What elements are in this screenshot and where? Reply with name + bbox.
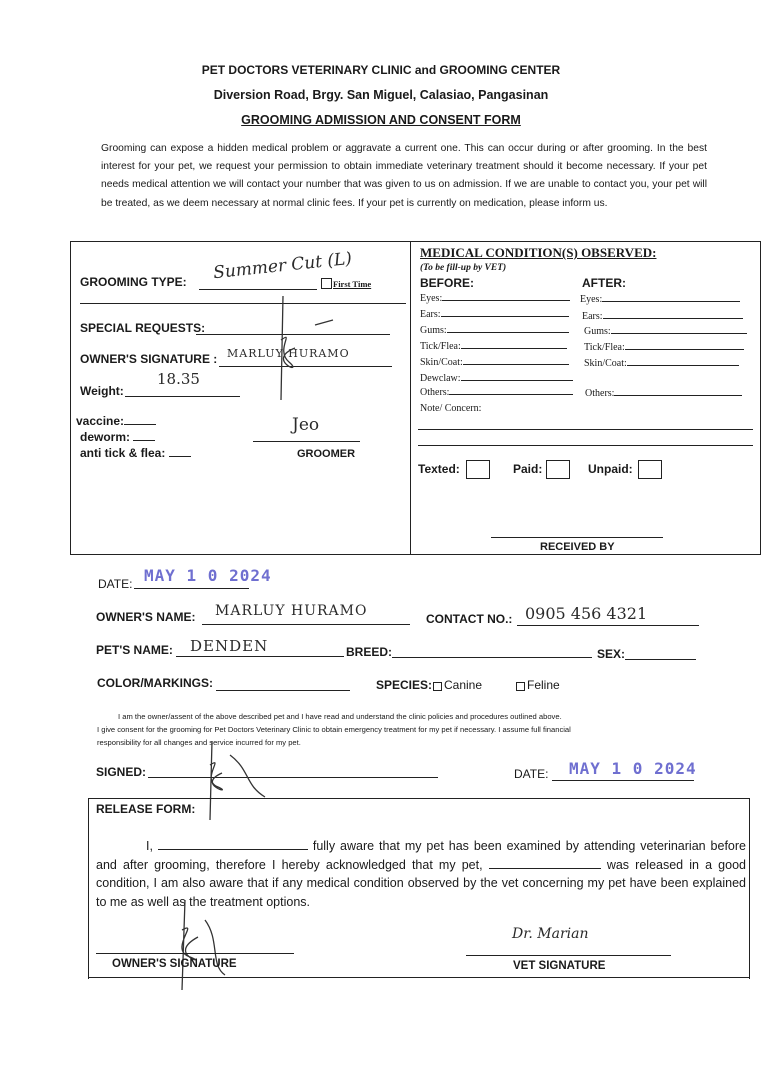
after-gums: Gums: — [584, 326, 747, 337]
pet-name-line — [176, 656, 344, 657]
date-stamp: MAY 1 0 2024 — [144, 566, 272, 585]
consent-line-1: I am the owner/assent of the above described pet and I have read and understand the clinic policies and procedures outlined above. — [118, 712, 562, 721]
pet-name-value[interactable]: DENDEN — [190, 637, 269, 655]
before-gums: Gums: — [420, 325, 569, 336]
weight-value[interactable]: 18.35 — [157, 370, 200, 388]
vet-sig-line — [466, 955, 671, 956]
contact-value[interactable]: 0905 456 4321 — [525, 604, 648, 623]
before-label: BEFORE: — [420, 276, 474, 290]
texted-checkbox[interactable] — [466, 460, 490, 479]
first-time-label: First Time — [333, 279, 372, 289]
release-name-blank[interactable] — [158, 849, 308, 850]
owner-signature-value: MARLUY HURAMO — [227, 347, 350, 360]
deworm-label: deworm: — [80, 430, 155, 444]
feline-checkbox[interactable] — [516, 682, 525, 691]
before-skincoat: Skin/Coat: — [420, 357, 569, 368]
paid-label: Paid: — [513, 462, 543, 476]
paid-checkbox[interactable] — [546, 460, 570, 479]
after-ears: Ears: — [582, 311, 743, 322]
after-tickflea: Tick/Flea: — [584, 342, 744, 353]
antitick-label: anti tick & flea: — [80, 446, 191, 460]
owner-name-value[interactable]: MARLUY HURAMO — [215, 603, 368, 619]
owner-signature-scribble — [255, 290, 365, 410]
first-time-checkbox[interactable] — [321, 278, 332, 289]
canine-label: Canine — [444, 678, 483, 692]
after-eyes: Eyes: — [580, 294, 740, 305]
groomer-value: Jeo — [292, 415, 320, 435]
canine-checkbox[interactable] — [433, 682, 442, 691]
grooming-type-value[interactable]: Summer Cut (L) — [212, 248, 353, 284]
medical-subtitle: (To be fill-up by VET) — [420, 263, 507, 273]
note-line-2 — [418, 445, 753, 446]
pet-name-label: PET'S NAME: — [96, 643, 173, 657]
note-line-1 — [418, 429, 753, 430]
note-concern: Note/ Concern: — [420, 403, 482, 414]
date-label: DATE: — [98, 577, 133, 591]
received-by-label: RECEIVED BY — [540, 541, 615, 553]
release-text: I, fully aware that my pet has been examined by attending veterinarian before and after grooming, therefore I hereby acknowledged that my pet, was released in a good condition, I am also aware that if any medical condition observed by the vet concerning my pet have been explained to me as well as the treatment options. — [96, 839, 746, 909]
groomer-label: GROOMER — [297, 448, 356, 460]
release-signature-scribble — [160, 895, 240, 995]
breed-label: BREED: — [346, 645, 393, 659]
consent-date-line — [552, 780, 694, 781]
intro-paragraph: Grooming can expose a hidden medical problem or aggravate a current one. This can occur during or after grooming. In the best interest for your pet, we request your permission to obtain immediate veterinary treatment should it become necessary. If your pet needs medical attention we will contact your number that was given to us on admission. If we are unable to contact you, your pet will be treated, as we deem necessary at normal clinic fees. If your pet is currently on medication, please inform us. — [101, 143, 707, 209]
vet-sig-value: Dr. Marian — [512, 926, 589, 942]
unpaid-checkbox[interactable] — [638, 460, 662, 479]
species-label: SPECIES: — [376, 678, 433, 692]
signed-label: SIGNED: — [96, 765, 147, 779]
consent-line-3: responsibility for all changes and service incurred for my pet. — [97, 738, 301, 747]
contact-line — [517, 625, 699, 626]
color-label: COLOR/MARKINGS: — [97, 676, 213, 690]
clinic-name: PET DOCTORS VETERINARY CLINIC and GROOMING CENTER — [201, 63, 561, 77]
date-line — [134, 588, 249, 589]
before-tickflea: Tick/Flea: — [420, 341, 567, 352]
special-requests-label: SPECIAL REQUESTS: — [80, 321, 206, 335]
sex-line[interactable] — [625, 659, 696, 660]
sex-label: SEX: — [597, 647, 626, 661]
medical-title: MEDICAL CONDITION(S) OBSERVED: — [420, 245, 657, 260]
owner-name-line — [202, 624, 410, 625]
box-divider — [410, 241, 411, 554]
release-pet-blank[interactable] — [489, 868, 601, 869]
owner-signature-label: OWNER'S SIGNATURE : — [80, 352, 218, 366]
owner-name-label: OWNER'S NAME: — [96, 610, 196, 624]
weight-line — [125, 396, 240, 397]
breed-line[interactable] — [392, 657, 592, 658]
contact-label: CONTACT NO.: — [426, 612, 513, 626]
after-skincoat: Skin/Coat: — [584, 358, 739, 369]
before-eyes: Eyes: — [420, 293, 570, 304]
before-others: Others: — [420, 387, 573, 398]
grooming-type-label: GROOMING TYPE: — [80, 275, 187, 289]
groomer-line — [253, 441, 360, 442]
received-by-line — [491, 537, 663, 538]
weight-label: Weight: — [80, 384, 124, 398]
before-dewclaw: Dewclaw: — [420, 373, 573, 384]
after-others: Others: — [585, 388, 742, 399]
vet-sig-label: VET SIGNATURE — [513, 960, 606, 972]
form-title: GROOMING ADMISSION AND CONSENT FORM — [241, 113, 521, 127]
unpaid-label: Unpaid: — [588, 462, 633, 476]
color-line[interactable] — [216, 690, 350, 691]
feline-label: Feline — [527, 678, 560, 692]
consent-date-stamp: MAY 1 0 2024 — [569, 759, 697, 778]
texted-label: Texted: — [418, 462, 460, 476]
before-ears: Ears: — [420, 309, 569, 320]
owner-sig-label: OWNER'S SIGNATURE — [112, 958, 237, 970]
consent-date-label: DATE: — [514, 767, 549, 781]
consent-line-2: I give consent for the grooming for Pet Doctors Veterinary Clinic to obtain emergency treatment for my pet if necessary. I assume full financial — [97, 725, 571, 734]
clinic-address: Diversion Road, Brgy. San Miguel, Calasiao, Pangasinan — [213, 88, 549, 102]
vaccine-label: vaccine: — [76, 414, 156, 428]
after-label: AFTER: — [582, 276, 626, 290]
release-title: RELEASE FORM: — [96, 802, 196, 816]
owner-sig-line — [96, 953, 294, 954]
